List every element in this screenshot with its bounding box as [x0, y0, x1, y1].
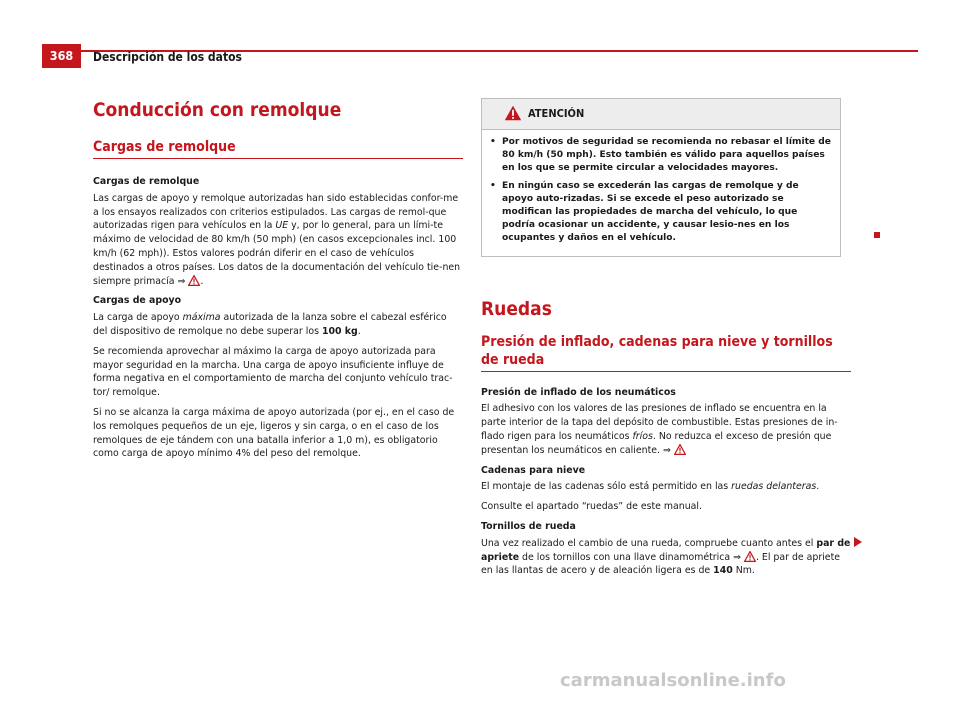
- section-title: Descripción de los datos: [93, 50, 242, 64]
- warning-item-text: Por motivos de seguridad se recomienda no rebasar el límite de 80 km/h (50 mph). Esto también es válido para aquellos países en los que se permite circular a velocidades mayores.: [502, 137, 831, 174]
- section-heading: Cargas de remolque: [93, 138, 463, 159]
- left-column: [93, 98, 463, 467]
- warning-triangle-icon: [744, 551, 756, 562]
- paragraph-trailer-loads: Las cargas de apoyo y remolque autorizadas han sido establecidas confor-me a los ensayos realizados con criterios estipulados. Las cargas de remol-que autorizadas rigen para vehículos en la UE y, por lo general, para un lími-te máximo de velocidad de 80 km/h (50 mph) (en casos excepcionales incl. 100 km/h (62 mph)). Estos valores podrán diferir en el caso de vehículos destinados a otros países. Los datos de la documentación del vehículo tie-nen siempre primacía ⇒ .: [93, 192, 461, 287]
- paragraph-support-loads: La carga de apoyo máxima autorizada de la lanza sobre el cabezal esférico del dispositivo de remolque no debe superar los 100 kg.: [93, 312, 447, 337]
- continue-arrow-icon: [854, 537, 862, 547]
- paragraph-minimum-load: Si no se alcanza la carga máxima de apoyo autorizada (por ej., en el caso de los remolques pequeños de un eje, ligeros y sin carga, o en el caso de los remolques de eje tándem con una batalla inferior a 1,0 m), es obligatorio como carga de apoyo mínimo 4% del peso del remolque.: [93, 406, 455, 460]
- paragraph-tire-pressure: El adhesivo con los valores de las presiones de inflado se encuentra en la parte interior de la tapa del depósito de combustible. Estas presiones de in-flado rigen para los neumáticos fríos. No reduzca el exceso de presión que presentan los neumáticos en caliente. ⇒: [481, 403, 838, 456]
- warning-box: [481, 98, 841, 257]
- bullet: •: [490, 137, 496, 147]
- page-number: 368: [42, 44, 81, 68]
- subheading-wheel-bolts: Tornillos de rueda: [481, 521, 576, 532]
- subheading-support-loads: Cargas de apoyo: [93, 295, 182, 307]
- subheading-snow-chains: Cadenas para nieve: [481, 464, 586, 476]
- warning-triangle-icon: [188, 275, 200, 286]
- warning-triangle-icon: [504, 105, 522, 121]
- warning-item-text: En ningún caso se excederán las cargas de remolque y de apoyo auto-rizadas. Si se excede el peso autorizado se modifican las propiedades de marcha del vehículo, lo que podría ocasionar un accidente, y causar lesio-nes en los ocupantes y daños en el vehículo.: [502, 180, 799, 244]
- chapter-title: Ruedas: [481, 297, 552, 320]
- paragraph-see-section: Consulte el apartado “ruedas” de este manual.: [481, 501, 703, 513]
- subheading-trailer-loads: Cargas de remolque: [93, 176, 200, 187]
- section-heading: Presión de inflado, cadenas para nieve y tornillos de rueda: [481, 333, 851, 372]
- warning-item: [490, 136, 832, 176]
- warning-header: [482, 99, 840, 130]
- watermark: carmanualsonline.info: [560, 670, 786, 691]
- end-square-icon: [874, 232, 880, 238]
- bullet: •: [490, 180, 496, 191]
- subheading-tire-pressure: Presión de inflado de los neumáticos: [481, 386, 676, 398]
- chapter-title: Conducción con remolque: [93, 99, 342, 121]
- paragraph-wheel-bolts: Una vez realizado el cambio de una rueda, compruebe cuanto antes el par de apriete de los tornillos con una llave dinamométrica ⇒ . El par de apriete en las llantas de acero y de aleación ligera es de 140 Nm.: [481, 537, 851, 577]
- paragraph-snow-chains: El montaje de las cadenas sólo está permitido en las ruedas delanteras.: [481, 481, 820, 493]
- right-column: [481, 98, 851, 584]
- paragraph-recommendation: Se recomienda aprovechar al máximo la carga de apoyo autorizada para mayor seguridad en la marcha. Una carga de apoyo insuficiente influye de forma negativa en el comportamiento de marcha del conjunto vehículo trac-tor/ remolque.: [93, 345, 453, 399]
- warning-item: [490, 180, 832, 246]
- warning-title: ATENCIÓN: [528, 107, 585, 120]
- warning-body: [482, 130, 840, 256]
- warning-triangle-icon: [674, 444, 686, 455]
